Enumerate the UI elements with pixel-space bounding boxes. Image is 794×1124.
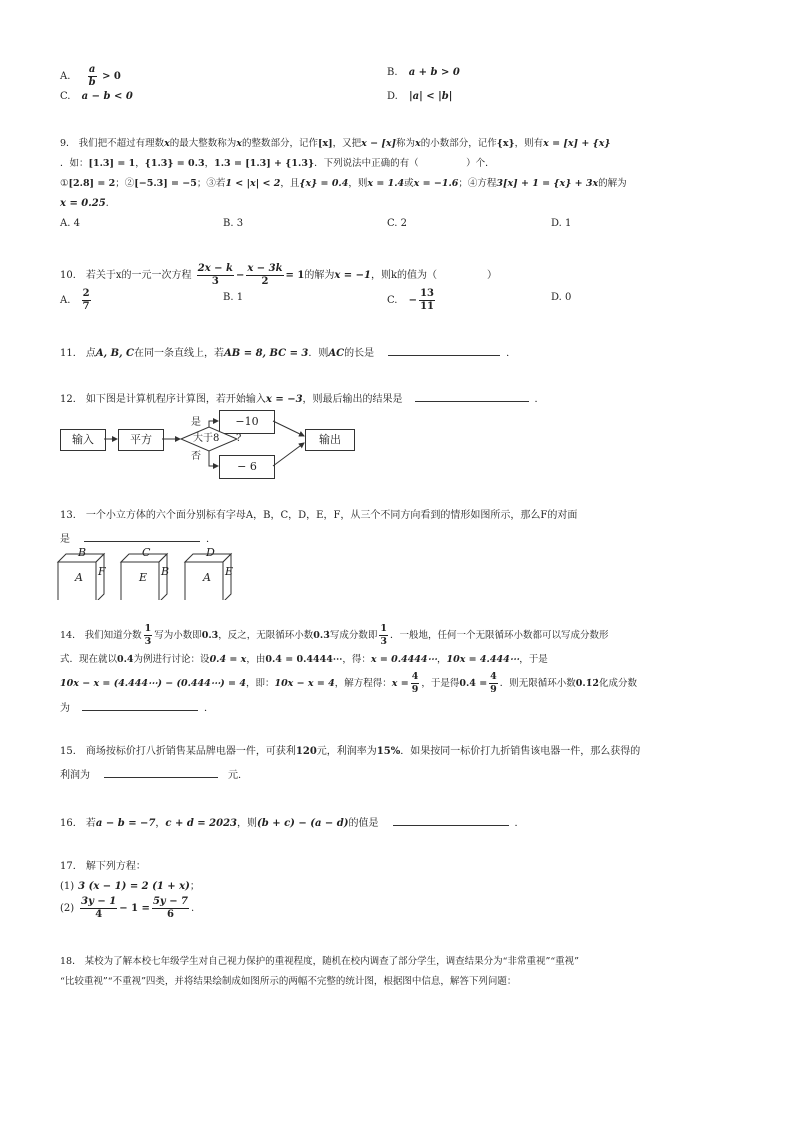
math-expr: x = −3 — [265, 394, 303, 405]
denominator: 3 — [211, 276, 219, 287]
numerator: 1 — [380, 623, 387, 634]
text: ．一般地，任何一个无限循环小数都可以写成分数形 — [389, 630, 609, 641]
text: . — [105, 198, 109, 209]
option-letter: B. — [387, 67, 398, 78]
numerator: 4 — [411, 671, 419, 682]
q9-option-b: B. 3 — [223, 218, 244, 229]
option-letter: A. — [60, 295, 71, 306]
math-expr: 0.3̇ — [201, 630, 219, 641]
math-expr: [2.8] = 2 — [68, 178, 116, 189]
text: ，于是得 — [421, 678, 460, 689]
math-expr: {x} — [496, 138, 515, 149]
flow-yes-label: 是 — [191, 417, 201, 428]
math-expr: 0.1̇2̇ — [575, 678, 599, 689]
text: 化成分数 — [598, 678, 637, 689]
math-expr: a + b > 0 — [408, 67, 460, 78]
math-expr: x = 0.4444⋯ — [370, 654, 437, 665]
denominator: b — [88, 77, 96, 88]
text: ． — [534, 394, 545, 405]
cube-1-top-letter: B — [78, 546, 87, 559]
text: 利润为 — [60, 770, 90, 781]
math-expr: 0.4̇ = 0.4444⋯ — [265, 654, 343, 665]
math-expr: 3[x] + 1 = {x} + 3x — [496, 178, 599, 189]
flowchart-connectors — [0, 0, 794, 500]
q9-option-d: D. 1 — [551, 218, 572, 229]
math-expr: − — [408, 295, 418, 306]
denominator: 3 — [144, 636, 152, 647]
numerator: 3y − 1 — [81, 896, 117, 907]
q18-line-2: “比较重视”“不重视”四类，并将结果绘制成如图所示的两幅不完整的统计图，根据图中信息，解答下列问题： — [60, 976, 517, 987]
text: (2) — [60, 903, 75, 914]
math-expr: − — [235, 270, 245, 281]
text: ．则 — [308, 348, 329, 359]
flow-no-label: 否 — [191, 451, 201, 462]
q14-line-4 — [60, 699, 214, 716]
numerator: x − 3k — [247, 263, 283, 274]
math-expr: x — [164, 138, 170, 149]
q14-line-2 — [60, 653, 548, 667]
text: 14． 我们知道分数 — [60, 630, 142, 641]
denominator: 6 — [166, 909, 174, 920]
flow-output-label: 输出 — [319, 433, 341, 446]
math-expr: c + d = 2023 — [165, 818, 238, 829]
text: ， — [155, 818, 166, 829]
text: ，反之，无限循环小数 — [218, 630, 314, 641]
text: ，则 — [348, 178, 368, 189]
math-expr: x = [x] + {x} — [543, 138, 611, 149]
q14-line-3 — [60, 670, 637, 698]
math-expr: x = — [391, 678, 409, 689]
option-letter: C. — [387, 295, 398, 306]
fraction — [144, 623, 153, 648]
math-expr: 0.4̇ = — [459, 678, 488, 689]
q16-stem — [60, 814, 525, 831]
flow-square-label: 平方 — [130, 433, 152, 446]
text: 16． 若 — [60, 818, 96, 829]
math-expr: 120 — [295, 746, 317, 757]
math-expr: 0.4̇ = x — [209, 654, 247, 665]
math-expr: |a| < |b| — [409, 91, 453, 102]
text: ① — [60, 178, 69, 189]
text: 写为小数即 — [154, 630, 202, 641]
math-expr: x — [415, 138, 421, 149]
text: ；② — [115, 178, 135, 189]
text: 15． 商场按标价打八折销售某品牌电器一件，可获利 — [60, 746, 296, 757]
numerator: 13 — [420, 288, 434, 299]
flow-input-label: 输入 — [72, 433, 94, 446]
math-expr: [1.3] = 1 — [88, 158, 136, 169]
numerator: 2 — [82, 288, 90, 299]
text: 的长是 — [344, 348, 375, 359]
math-expr: [−5.3] = −5 — [134, 178, 197, 189]
math-expr: 10x = 4.444⋯ — [446, 654, 520, 665]
text: 的整数部分，记作 — [241, 138, 318, 149]
cube-1-front-letter: A — [75, 571, 83, 584]
numerator: 1 — [144, 623, 152, 634]
text: 的解为 — [304, 270, 335, 281]
fraction — [489, 671, 498, 696]
q18-line-1: 18． 某校为了解本校七年级学生对自己视力保护的重视程度，随机在校内调查了部分学生，调查结果分为“非常重视”“重视” — [60, 956, 580, 967]
text: ， — [135, 158, 145, 169]
text: ； — [189, 881, 200, 892]
text: ， — [204, 158, 215, 169]
math-expr: 1.3 = [1.3] + {1.3} — [214, 158, 315, 169]
text: 12． 如下图是计算机程序计算图，若开始输入 — [60, 394, 266, 405]
math-expr: 0.4̇ — [117, 654, 134, 665]
option-letter: D. — [387, 91, 398, 102]
fraction — [80, 896, 117, 921]
math-expr: 1 < |x| < 2 — [225, 178, 281, 189]
option-letter: A. — [60, 71, 71, 82]
text: 13． 一个小立方体的六个面分别标有字母A，B，C，D，E，F，从三个不同方向看到的情形如图所示，那么F的对面 — [60, 510, 578, 521]
text: ， — [436, 654, 447, 665]
math-expr: 10x − x = (4.444⋯) − (0.444⋯) = 4 — [60, 678, 246, 689]
denominator: 9 — [490, 684, 497, 695]
math-expr: a − b = −7 — [95, 818, 156, 829]
text: ，则最后输出的结果是 — [302, 394, 403, 405]
denominator: 9 — [411, 684, 419, 695]
text: 是 — [60, 534, 70, 545]
text: ． — [506, 348, 517, 359]
text: ．如果按同一标价打九折销售该电器一件，那么获得的 — [400, 746, 641, 757]
q17-part-2 — [60, 895, 194, 923]
cube-3-top-letter: D — [206, 546, 215, 559]
math-expr: a − b < 0 — [81, 91, 133, 102]
math-expr: = 1 — [285, 270, 305, 281]
math-expr: {1.3} = 0.3 — [144, 158, 205, 169]
text: 写成分数即 — [329, 630, 378, 641]
math-expr: AC — [328, 348, 345, 359]
math-expr: x = −1 — [334, 270, 371, 281]
text: 在同一条直线上，若 — [134, 348, 225, 359]
q17-part-1 — [60, 880, 200, 894]
denominator: 4 — [95, 909, 103, 920]
math-expr: − 1 = — [119, 903, 150, 914]
cube-2-front-letter: E — [139, 571, 148, 584]
text: 为 — [60, 703, 70, 714]
text: 11． 点 — [60, 348, 96, 359]
q15-line-2 — [60, 766, 248, 783]
math-expr: x = −1.6 — [413, 178, 459, 189]
text: ，即： — [245, 678, 275, 689]
math-expr: x = 1.4 — [367, 178, 405, 189]
fraction — [411, 671, 420, 696]
q10-option-b: B. 1 — [223, 292, 244, 303]
text: 的小数部分，记作 — [420, 138, 497, 149]
text: ，由 — [246, 654, 266, 665]
text: ，则k的值为（ ） — [371, 270, 498, 281]
text: 9． 我们把不超过有理数 — [60, 138, 165, 149]
denominator: 7 — [82, 301, 90, 312]
text: ；④方程 — [458, 178, 497, 189]
text: ，则有 — [514, 138, 544, 149]
cube-3-side-letter: E — [225, 565, 234, 578]
text: (1) — [60, 881, 75, 892]
cube-3-front-letter: A — [203, 571, 211, 584]
text: 的解为 — [598, 178, 627, 189]
math-expr: > 0 — [98, 71, 121, 82]
option-letter: C. — [60, 91, 71, 102]
math-expr: {x} = 0.4 — [299, 178, 349, 189]
text: 式．现在就以 — [60, 654, 118, 665]
q13-stem — [60, 509, 577, 523]
text: ． — [204, 703, 214, 714]
text: 的最大整数称为 — [169, 138, 237, 149]
denominator: 11 — [420, 301, 434, 312]
q14-line-1 — [60, 622, 608, 650]
denominator: 3 — [380, 636, 387, 647]
numerator: 2x − k — [197, 263, 233, 274]
q15-line-1 — [60, 745, 640, 759]
q9-option-a: A. 4 — [60, 218, 80, 229]
math-expr: 0.3̇ — [313, 630, 330, 641]
flow-top-value: −10 — [235, 415, 259, 428]
math-expr: 3 (x − 1) = 2 (1 + x) — [78, 881, 190, 892]
text: ． — [206, 534, 216, 545]
numerator: 4 — [490, 671, 497, 682]
cube-2-side-letter: B — [161, 565, 170, 578]
text: ．下列说法中正确的有（ ）个． — [314, 158, 495, 169]
text: ． — [514, 818, 525, 829]
text: ．如： — [60, 158, 89, 169]
text: 的值是 — [348, 818, 379, 829]
cube-2-top-letter: C — [142, 546, 151, 559]
fraction — [379, 623, 388, 648]
fraction — [152, 896, 189, 921]
math-expr: 15% — [376, 746, 401, 757]
q9-option-c: C. 2 — [387, 218, 408, 229]
numerator: 5y − 7 — [152, 896, 189, 907]
text: ，又把 — [332, 138, 362, 149]
math-expr: AB = 8, BC = 3 — [224, 348, 309, 359]
text: ，得： — [342, 654, 371, 665]
text: 元，利润率为 — [316, 746, 377, 757]
math-expr: A, B, C — [95, 348, 135, 359]
cube-1-side-letter: F — [98, 565, 106, 578]
math-expr: x — [236, 138, 242, 149]
answer-blank[interactable] — [84, 530, 200, 542]
numerator: a — [88, 64, 96, 75]
text: 元． — [228, 770, 248, 781]
math-expr: [x] — [317, 138, 333, 149]
text: ，于是 — [519, 654, 548, 665]
text: 称为 — [396, 138, 416, 149]
flow-question-mark: ? — [236, 433, 242, 444]
flow-decision-label: 大于8 — [193, 433, 220, 444]
answer-blank[interactable] — [82, 699, 198, 711]
flow-bottom-value: − 6 — [237, 460, 257, 473]
math-expr: x = 0.25 — [60, 198, 106, 209]
math-expr: (b + c) − (a − d) — [257, 818, 349, 829]
denominator: 2 — [261, 276, 269, 287]
q10-option-d: D. 0 — [551, 292, 572, 303]
math-expr: 10x − x = 4 — [274, 678, 335, 689]
answer-blank[interactable] — [393, 814, 509, 826]
text: 10． 若关于x的一元一次方程 — [60, 270, 192, 281]
text: ．则无限循环小数 — [499, 678, 576, 689]
q17-title: 17． 解下列方程： — [60, 861, 146, 872]
text: ，且 — [280, 178, 300, 189]
text: ，解方程得： — [334, 678, 392, 689]
text: . — [191, 903, 195, 914]
answer-blank[interactable] — [104, 766, 218, 778]
text: 为例进行讨论：设 — [133, 654, 210, 665]
text: 或 — [404, 178, 414, 189]
text: ；③若 — [196, 178, 226, 189]
text: ，则 — [237, 818, 258, 829]
math-expr: x − [x] — [361, 138, 397, 149]
